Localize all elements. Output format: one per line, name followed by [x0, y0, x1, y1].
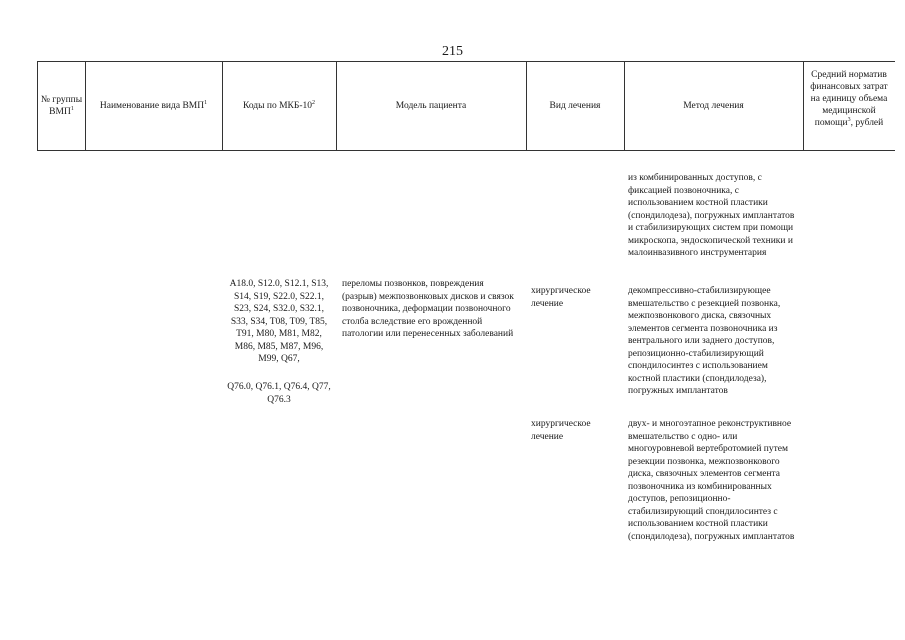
method-continuation: из комбинированных доступов, с фиксацией позвоночника, с использованием костной пластики (спондилодеза), погружных имплантатов и стабилизирующих систем при помощи микроскопа, эндоскопической техники и малоинвазивного инструментария: [628, 173, 795, 258]
header-group-number: № группы ВМП$^1$: [40, 95, 83, 117]
table-top-border: [37, 61, 895, 62]
treatment-type-1: хирургическое лечение: [531, 286, 591, 309]
treatment-method-2: двух- и многоэтапное реконструктивное вмешательство с одно- или многоуровневой вертебротомией путем резекции позвонка, межпозвонкового диска, связочных элементов сегмента позвоночника из комбинированных доступов, репозиционно-стабилизирующий спондилосинтез с использованием костной пластики (спондилодеза), погружных имплантатов: [628, 419, 795, 542]
patient-model-text: переломы позвонков, повреждения (разрыв) межпозвонковых дисков и связок позвоночника, деформации позвоночного столба вследствие его врожденной патологии или перенесенных заболеваний: [342, 279, 514, 339]
header-treatment-method: Метод лечения: [683, 101, 744, 111]
header-patient-model: Модель пациента: [395, 101, 467, 111]
header-average-cost: Средний норматив финансовых затрат на единицу объема медицинской помощи$^3$, рублей: [810, 70, 888, 128]
icd-codes-secondary: Q76.0, Q76.1, Q76.4, Q77, Q76.3: [227, 382, 331, 405]
column-divider-6: [803, 61, 804, 150]
header-treatment-type: Вид лечения: [549, 101, 601, 111]
treatment-type-2: хирургическое лечение: [531, 419, 591, 442]
treatment-method-1: декомпрессивно-стабилизирующее вмешательство с резекцией позвонка, межпозвонкового диска, связочных элементов сегмента позвоночника из вентрального или заднего доступов, репозиционно-стабилизирующий спондилосинтез с использованием костной пластики (спондилодеза), погружных имплантатов: [628, 286, 781, 396]
header-vmp-name: Наименование вида ВМП$^1$: [99, 99, 208, 111]
icd-codes-primary: A18.0, S12.0, S12.1, S13, S14, S19, S22.0, S22.1, S23, S24, S32.0, S32.1, S33, S34, T08, T09, T85, T91, M80, M81, M82, M86, M85, M87, M96, M99, Q67,: [229, 279, 329, 364]
table-header-bottom-border: [37, 150, 895, 151]
header-icd-codes: Коды по МКБ-$10^2$: [242, 99, 316, 111]
table-left-border: [37, 61, 38, 150]
page-number: 215: [442, 44, 463, 59]
